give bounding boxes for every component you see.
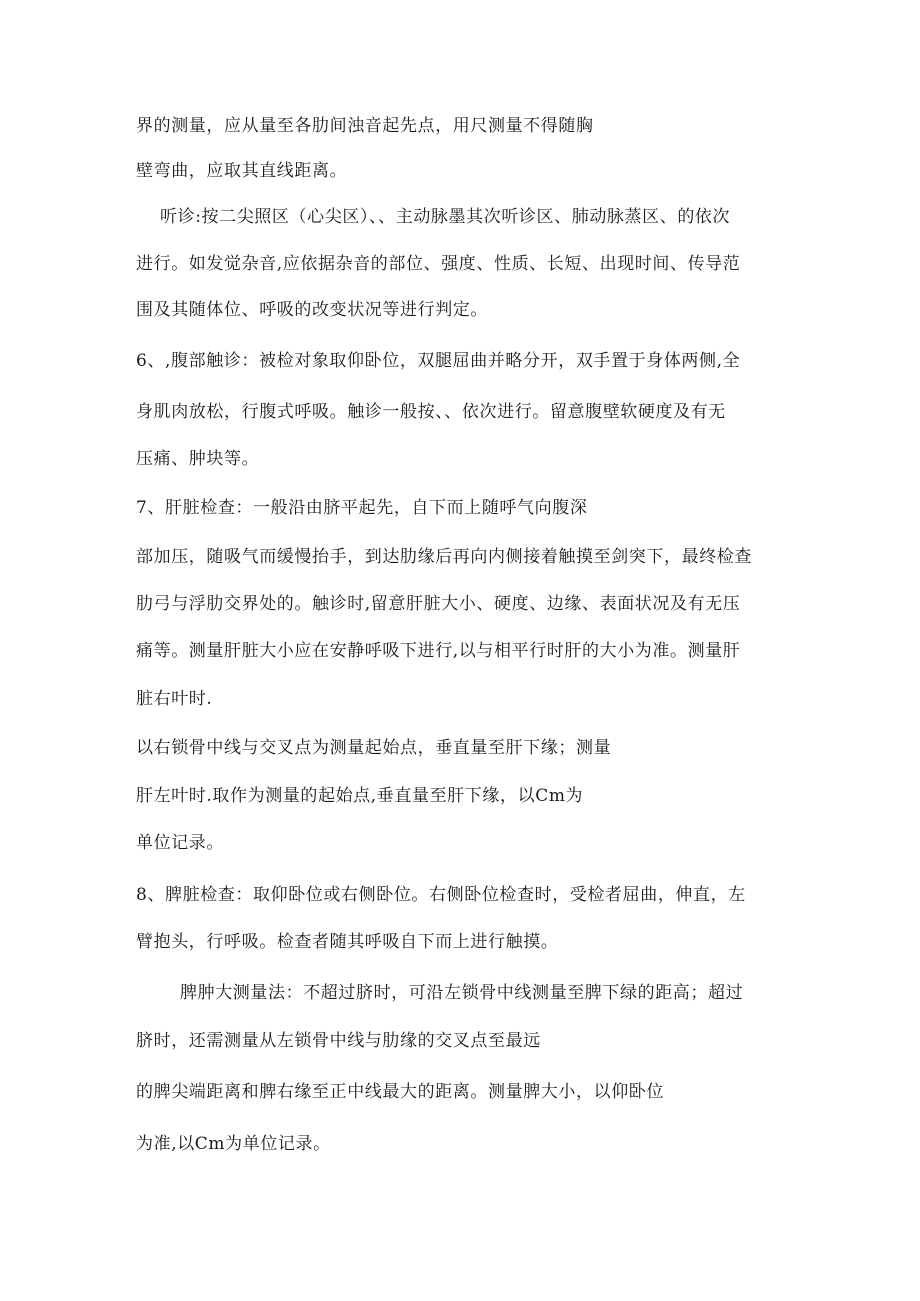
text-line: 8、脾脏检查：取仰卧位或右侧卧位。右侧卧位检查时，受检者屈曲，伸直，左 bbox=[136, 885, 746, 905]
text-line: 6、,腹部触诊：被检对象取仰卧位，双腿屈曲并略分开，双手置于身体两侧,全 bbox=[136, 351, 741, 371]
text-line: 臂抱头，行呼吸。检查者随其呼吸自下而上进行触摸。 bbox=[136, 932, 559, 952]
text-line: 压痛、肿块等。 bbox=[136, 449, 260, 469]
text-line: 听诊:按二尖照区（心尖区）、、主动脉墨其次听诊区、肺动脉蒸区、的依次 bbox=[160, 207, 731, 227]
text-line: 以右锁骨中线与交叉点为测量起始点，垂直量至肝下缘；测量 bbox=[136, 738, 612, 758]
text-line: 脾肿大测量法：不超过脐时，可沿左锁骨中线测量至脾下绿的距高；超过 bbox=[180, 983, 744, 1003]
text-line: 单位记录。 bbox=[136, 833, 224, 853]
text-line: 围及其随体位、呼吸的改变状况等进行判定。 bbox=[136, 300, 488, 320]
text-line: 进行。如发觉杂音,应依据杂音的部位、强度、性质、长短、出现时间、传导范 bbox=[136, 254, 741, 274]
text-line: 身肌肉放松，行腹式呼吸。触诊一般按、、依次进行。留意腹壁软硬度及有无 bbox=[136, 402, 726, 422]
text-line: 脏右叶时. bbox=[136, 689, 213, 709]
text-line: 肋弓与浮肋交界处的。触诊时,留意肝脏大小、硬度、边缘、表面状况及有无压 bbox=[136, 594, 741, 614]
text-line: 痛等。测量肝脏大小应在安静呼吸下进行,以与相平行时肝的大小为准。测量肝 bbox=[136, 641, 741, 661]
text-line: 部加压，随吸气而缓慢抬手，到达肋缘后再向内侧接着触摸至剑突下，最终检查 bbox=[136, 547, 752, 567]
text-line: 肝左叶时.取作为测量的起始点,垂直量至肝下缘，以Cm为 bbox=[136, 786, 584, 806]
text-line: 壁弯曲，应取其直线距离。 bbox=[136, 161, 348, 181]
text-line: 脐时，还需测量从左锁骨中线与肋缘的交叉点至最远 bbox=[136, 1031, 541, 1051]
text-line: 界的测量，应从量至各肋间浊音起先点，用尺测量不得随胸 bbox=[136, 116, 594, 136]
text-line: 为准,以Cm为单位记录。 bbox=[136, 1134, 331, 1154]
text-line: 的脾尖端距离和脾右缘至正中线最大的距离。测量脾大小，以仰卧位 bbox=[136, 1082, 664, 1102]
text-line: 7、肝脏检查：一般沿由脐平起先，自下而上随呼气向腹深 bbox=[136, 498, 588, 518]
